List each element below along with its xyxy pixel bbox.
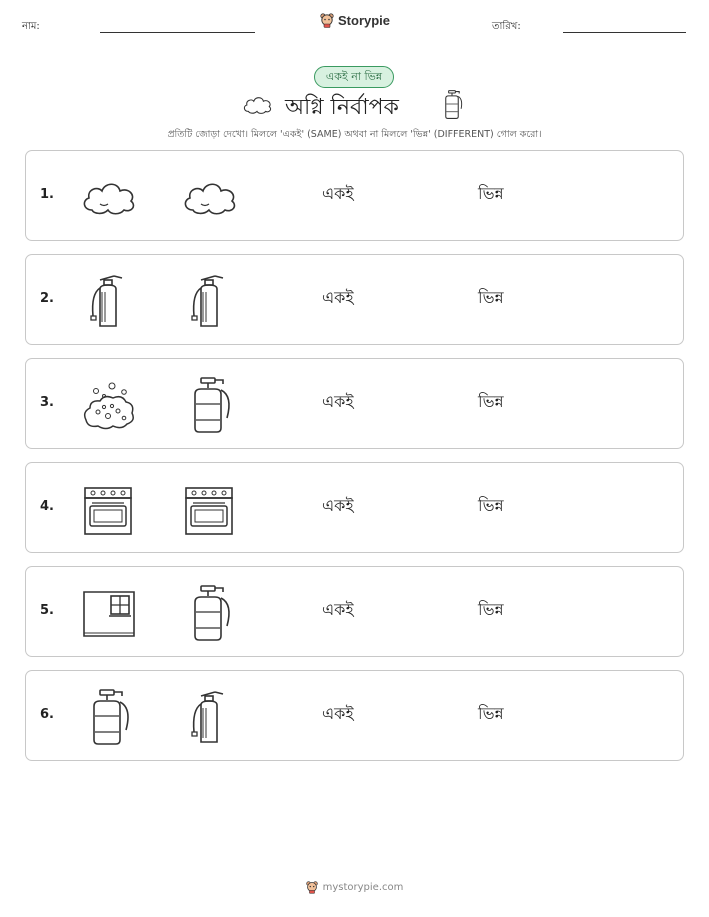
question-card [25, 566, 684, 657]
question-number: 2. [40, 291, 54, 306]
fire-extinguisher-icon [179, 688, 239, 746]
footer-url: mystorypie.com [322, 881, 404, 893]
question-number: 5. [40, 603, 54, 618]
foam-bubbles-icon [78, 376, 138, 434]
option-same[interactable]: একই [322, 600, 354, 619]
option-same[interactable]: একই [322, 704, 354, 723]
date-label: তারিখ: [492, 21, 521, 32]
name-line[interactable] [100, 32, 255, 33]
option-same[interactable]: একই [322, 184, 354, 203]
smoke-cloud-icon [78, 168, 138, 226]
worksheet-type-badge: একই না ভিন্ন [314, 66, 394, 88]
window-wall-icon [78, 584, 138, 642]
question-card [25, 254, 684, 345]
question-number: 4. [40, 499, 54, 514]
date-line[interactable] [563, 32, 686, 33]
name-label: নাম: [22, 21, 40, 32]
option-different[interactable]: ভিন্ন [478, 600, 504, 619]
stove-oven-icon [179, 480, 239, 538]
brand-logo [320, 12, 390, 28]
footer [0, 880, 709, 894]
gas-cylinder-icon [179, 376, 239, 434]
question-card [25, 150, 684, 241]
question-number: 6. [40, 707, 54, 722]
storypie-mascot-icon [320, 12, 334, 28]
option-different[interactable]: ভিন্ন [478, 184, 504, 203]
option-different[interactable]: ভিন্ন [478, 288, 504, 307]
fire-extinguisher-icon [179, 272, 239, 330]
question-card [25, 462, 684, 553]
title-row [0, 88, 709, 124]
option-different[interactable]: ভিন্ন [478, 392, 504, 411]
option-same[interactable]: একই [322, 496, 354, 515]
option-same[interactable]: একই [322, 392, 354, 411]
instructions: প্রতিটি জোড়া দেখো। মিললে 'একই' (SAME) অথবা না মিললে 'ভিন্ন' (DIFFERENT) গোল করো। [167, 129, 542, 140]
question-card [25, 670, 684, 761]
fire-extinguisher-icon [78, 272, 138, 330]
option-different[interactable]: ভিন্ন [478, 704, 504, 723]
gas-cylinder-icon [78, 688, 138, 746]
option-different[interactable]: ভিন্ন [478, 496, 504, 515]
option-same[interactable]: একই [322, 288, 354, 307]
brand-name: Storypie [338, 12, 391, 28]
question-number: 1. [40, 187, 54, 202]
question-card [25, 358, 684, 449]
storypie-mascot-icon [306, 880, 318, 894]
stove-oven-icon [78, 480, 138, 538]
gas-cylinder-icon [179, 584, 239, 642]
gas-cylinder-icon [440, 89, 464, 121]
smoke-cloud-icon [179, 168, 239, 226]
smoke-cloud-icon [241, 93, 273, 117]
page-title: অগ্নি নির্বাপক [285, 95, 399, 120]
question-number: 3. [40, 395, 54, 410]
